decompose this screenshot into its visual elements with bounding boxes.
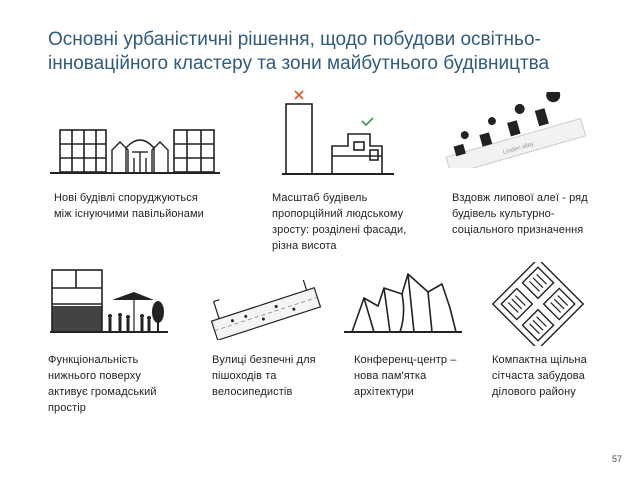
title-line-2: інноваційного кластеру та зони майбутнього будівництва <box>48 53 550 74</box>
caption-line: Компактна щільна <box>492 354 587 366</box>
caption-line: Конференц-центр – <box>354 354 457 366</box>
caption-line: велосипедистів <box>212 386 293 398</box>
caption-compact-grid <box>492 352 622 400</box>
caption-line: зросту: розділені фасади, <box>272 224 407 236</box>
caption-line: Масштаб будівель <box>272 192 368 204</box>
caption-line: соціального призначення <box>452 224 584 236</box>
caption-line: різна висота <box>272 240 337 252</box>
caption-ground-floor <box>48 352 188 416</box>
cross-icon <box>295 91 303 99</box>
caption-line: нова пам'ятка <box>354 370 427 382</box>
caption-line: простір <box>48 402 86 414</box>
caption-conference-center <box>354 352 484 400</box>
human-scale-buildings-icon <box>282 88 394 180</box>
caption-line: між існуючими павільйонами <box>54 208 204 220</box>
compact-grid-icon <box>490 262 586 346</box>
caption-line: Функціональність <box>48 354 139 366</box>
caption-new-buildings <box>54 190 244 222</box>
caption-line: ділового району <box>492 386 576 398</box>
caption-line: нижнього поверху <box>48 370 141 382</box>
caption-line: Вулиці безпечні для <box>212 354 316 366</box>
caption-line: пішоходів та <box>212 370 277 382</box>
caption-line: Вздовж липової алеї - ряд <box>452 192 588 204</box>
caption-line: Нові будівлі споруджуються <box>54 192 198 204</box>
caption-line: архітектури <box>354 386 414 398</box>
linden-alley-culture-icon <box>438 92 588 168</box>
caption-line: будівель культурно- <box>452 208 555 220</box>
caption-human-scale <box>272 190 422 254</box>
caption-safe-streets <box>212 352 342 400</box>
ground-floor-public-space-icon <box>50 266 168 336</box>
conference-center-icon <box>344 264 462 340</box>
caption-line: активує громадський <box>48 386 157 398</box>
page-title <box>48 28 608 76</box>
page-number: 57 <box>611 454 622 464</box>
check-icon <box>362 118 373 125</box>
safe-street-icon <box>208 280 324 340</box>
caption-linden-alley <box>452 190 602 238</box>
title-line-1: Основні урбаністичні рішення, щодо побудови освітньо- <box>48 29 541 50</box>
caption-line: пропорційний людському <box>272 208 404 220</box>
buildings-between-pavilions-icon <box>50 118 220 178</box>
linden-alley-label: Linden alley <box>502 141 535 157</box>
caption-line: сітчаста забудова <box>492 370 585 382</box>
